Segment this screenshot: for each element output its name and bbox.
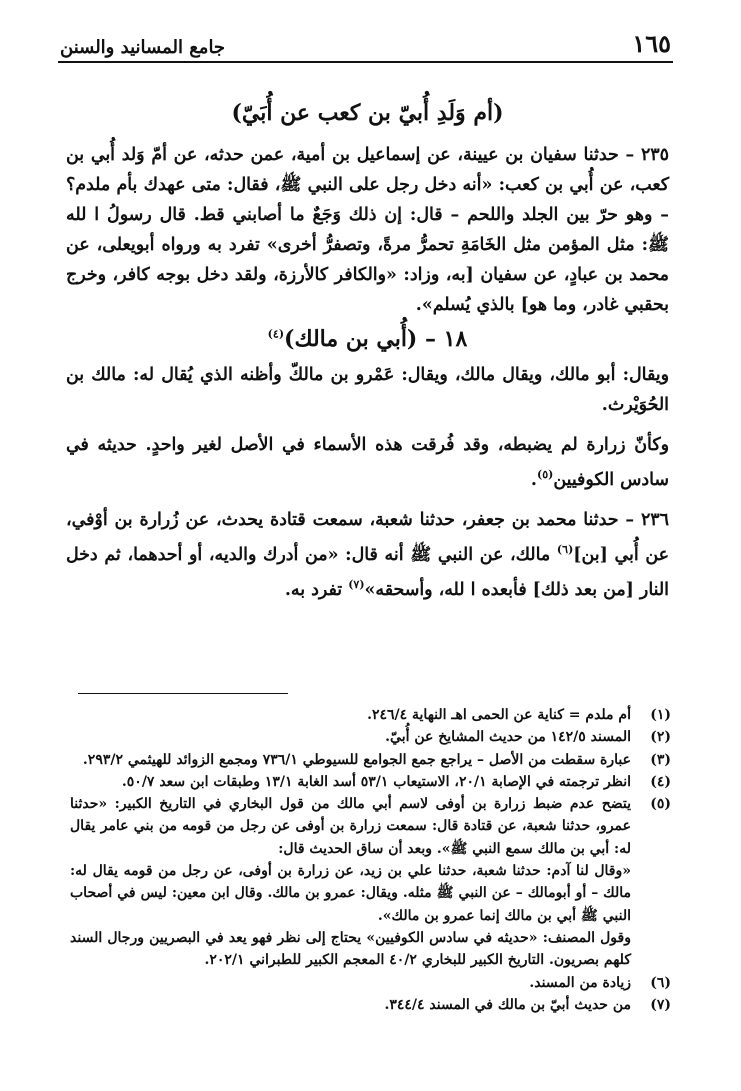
spacer [66, 420, 669, 430]
running-header [60, 28, 671, 58]
footnote-number: (٣) [650, 751, 671, 768]
footnote-text: يتضح عدم ضبط زرارة بن أوفى لاسم أبي مالك من قول البخاري في التاريخ الكبير: «حدثنا عمرو، حدثنا شعبة، عن قتادة قال: سمعت زرارة بن أوفى عن رجل من قومه من بني عامر يقال له: أبي بن مالك سمع النبي ﷺ». وبعد أن ساق الحديث قال: [70, 796, 631, 857]
footnote-number: (١) [650, 707, 671, 723]
footnote-3 [70, 749, 671, 771]
paragraph-zurara [66, 430, 669, 495]
hadith-235-text: ٢٣٥ – حدثنا سفيان بن عيينة، عن إسماعيل بن أمية، عمن حدثه، عن أمّ وَلد أُبي بن كعب، عن أُبي بن كعب: «أنه دخل رجل على النبي ﷺ، فقال: متى عهدك بأم ملدم؟ – وهو حرّ بين الجلد واللحم – قال: إن ذلك وَجَعٌ ما أصابني قط. قال رسولُ ا لله ﷺ: مثل المؤمن مثل الخَامَةِ تحمرُّ مرةً، وتصفرُّ أخرى» تفرد به ورواه أبويعلى، عن محمد بن عبادٍ، عن سفيان [به، وزاد: «والكافر كالأرزة، ولقد دخل بوجه كافر، وخرج بحقبي غادر، وما هو] بالذي يُسلم». [66, 145, 669, 315]
footnote-text: زيادة من المسند. [529, 974, 631, 991]
paragraph-end: . [530, 469, 537, 490]
paragraph-names: ويقال: أبو مالك، ويقال مالك، ويقال: عَمْرو بن مالكّ وأظنه الذي يُقال له: مالك بن الحُوَيْرث. [66, 365, 669, 415]
footnote-number: (٤) [650, 773, 671, 790]
section-heading-ubayy-bin-malik [66, 326, 669, 352]
footnote-mark-6: (٦) [556, 542, 574, 556]
hadith-235 [66, 140, 669, 320]
paragraph-zurara-text: وكأنّ زرارة لم يضبطه، وقد فُرقت هذه الأسماء في الأصل لغير واحدٍ. حديثه في سادس الكوفيين [66, 435, 669, 490]
footnote-text: أم ملدم = كناية عن الحمى اهـ النهاية ٢٤٦/٤. [367, 707, 631, 723]
footnote-2 [70, 726, 671, 748]
hadith-236-text-a: ٢٣٦ – حدثنا محمد بن جعفر، حدثنا شعبة، سمعت قتادة يحدث، عن زُرارة بن أوْفي، عن أُبي [بن] [66, 509, 669, 565]
spacer [66, 495, 669, 505]
section-heading-text: ١٨ – (أُبي بن مالك) [284, 326, 468, 352]
hadith-236 [66, 505, 669, 605]
footnotes [70, 704, 671, 1016]
footnote-separator [78, 693, 288, 694]
footnote-number: (٢) [650, 729, 671, 746]
section-heading-umm-walad: (أم وَلَدِ أُبيّ بن كعب عن أُبَيّ) [231, 100, 504, 126]
footnote-5-continuation: «وقال لنا آدم: حدثنا شعبة، حدثنا علي بن زيد، عن زرارة بن أوفى، عن رجل من قومه يقال له: مالك – أو أبومالك – عن النبي ﷺ مثله. ويقال: عمرو بن مالك. وقال ابن معين: ليس في أصحاب النبي ﷺ أبي بن مالك إنما عمرو بن مالك». [70, 863, 631, 924]
footnote-text: المسند ١٤٢/٥ من حديث المشايخ عن أُبيّ. [385, 729, 631, 746]
footnote-number: (٧) [650, 996, 671, 1013]
page-number: ١٦٥ [632, 29, 671, 58]
footnote-mark-4: (٤) [267, 327, 285, 341]
footnote-text: عبارة سقطت من الأصل – يراجع جمع الجوامع للسيوطي ٧٣٦/١ ومجمع الزوائد للهيثمي ٢٩٣/٢. [82, 751, 631, 768]
footnote-text: انظر ترجمته في الإصابة ٢٠/١، الاستيعاب ٥٣/١ أسد الغابة ١٣/١ وطبقات ابن سعد ٥٠/٧. [121, 773, 631, 790]
footnote-5 [70, 793, 671, 860]
footnote-1 [70, 704, 671, 726]
header-rule [58, 61, 673, 63]
main-text [66, 100, 669, 604]
footnote-7 [70, 994, 671, 1016]
hadith-236-text-b: مالك، عن النبي ﷺ أنه قال: «من أدرك والديه، أو أحدهما، ثم دخل النار [من بعد ذلك] فأبعده ا لله، وأسحقه» [66, 544, 669, 600]
footnote-text: من حديث أبيّ بن مالك في المسند ٣٤٤/٤. [384, 996, 631, 1013]
footnote-number: (٦) [650, 974, 671, 991]
footnote-number: (٥) [650, 796, 671, 813]
footnote-mark-7: (٧) [348, 577, 365, 591]
footnote-4 [70, 771, 671, 793]
hadith-236-text-c: تفرد به. [284, 579, 349, 600]
footnote-mark-5: (٥) [536, 468, 554, 481]
footnote-5-continuation: وقول المصنف: «حديثه في سادس الكوفيين» يحتاج إلى نظر فهو يعد في البصريين ورجال السند كلهم بصريون. التاريخ الكبير للبخاري ٤٠/٢ المعجم الكبير للطبراني ٢٠٢/١. [70, 929, 631, 969]
footnote-6 [70, 972, 671, 994]
book-title: جامع المسانيد والسنن [60, 37, 226, 58]
